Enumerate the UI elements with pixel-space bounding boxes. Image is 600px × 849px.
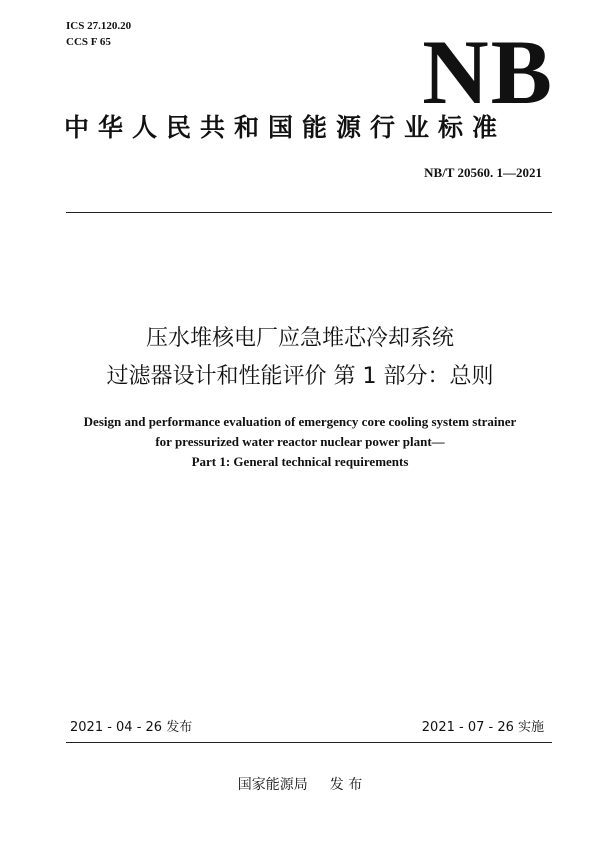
issue-date: 2021 - 04 - 26 发布 — [70, 720, 193, 735]
header-divider — [66, 212, 552, 213]
publish-label: 发 布 — [329, 777, 363, 793]
title-en-line3: Part 1: General technical requirements — [191, 454, 409, 469]
title-zh-line2: 过滤器设计和性能评价 第 1 部分：总则 — [106, 364, 494, 389]
standard-number: NB/T 20560. 1—2021 — [424, 165, 542, 180]
ics-code: ICS 27.120.20 — [66, 20, 132, 32]
title-zh-line1: 压水堆核电厂应急堆芯冷却系统 — [145, 326, 454, 351]
standard-type-heading: 中华人民共和国能源行业标准 — [64, 113, 507, 142]
ccs-code: CCS F 65 — [66, 36, 111, 48]
title-en-line2: for pressurized water reactor nuclear power plant— — [155, 434, 445, 449]
nb-logo: NB — [422, 21, 554, 123]
footer-divider — [66, 742, 552, 743]
classification-codes — [66, 18, 131, 50]
implementation-date: 2021 - 07 - 26 实施 — [421, 720, 544, 735]
publisher-line — [0, 774, 600, 794]
publisher-name: 国家能源局 — [237, 777, 308, 793]
title-en-line1: Design and performance evaluation of emergency core cooling system strainer — [83, 414, 517, 429]
title-english — [30, 412, 570, 472]
